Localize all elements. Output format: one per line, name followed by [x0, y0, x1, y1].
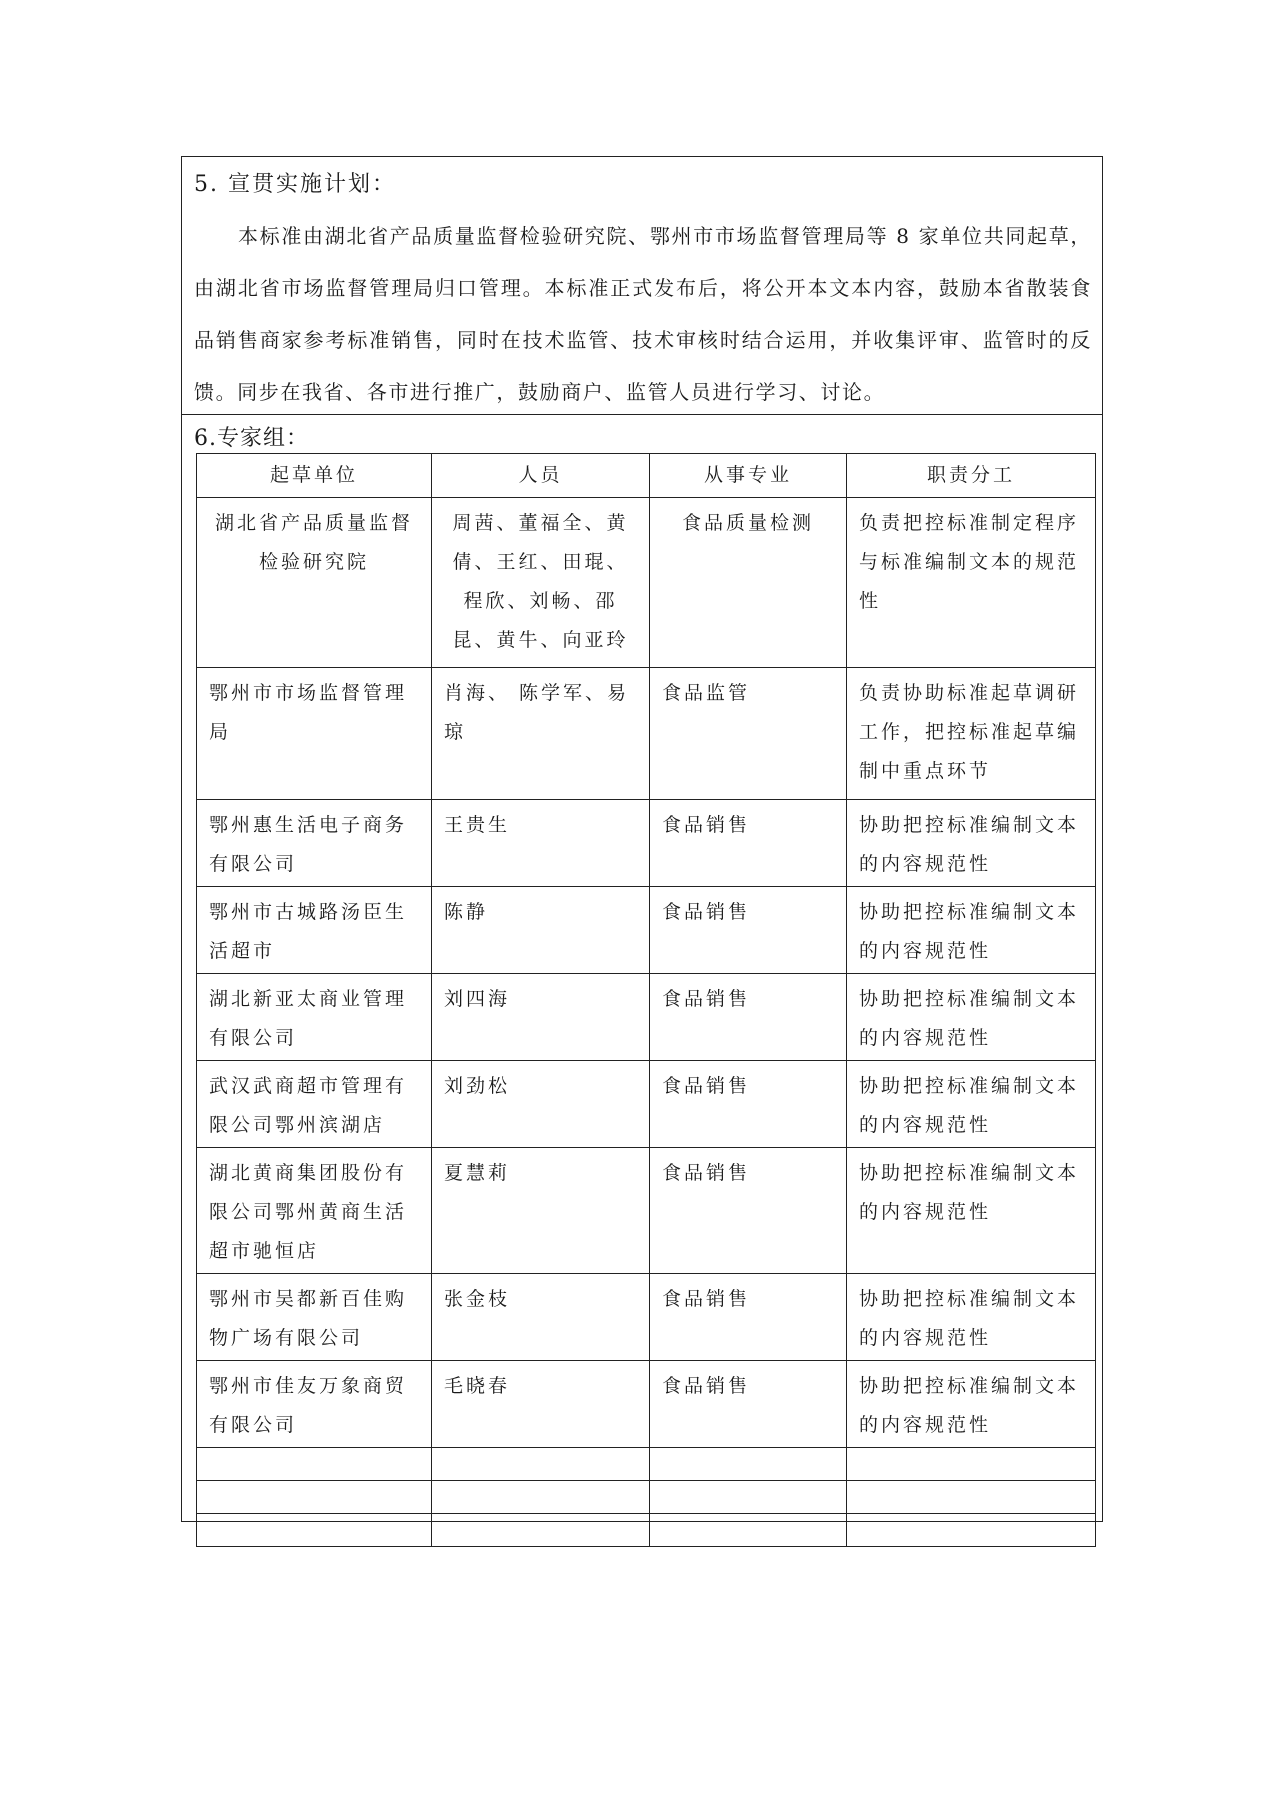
- table-row: [197, 1061, 1096, 1148]
- implementation-plan-title: 5. 宣贯实施计划：: [194, 172, 396, 197]
- cell-people: 刘劲松: [432, 1061, 650, 1148]
- table-row: [197, 800, 1096, 887]
- cell-people: 夏慧莉: [432, 1148, 650, 1274]
- cell-specialty: 食品销售: [650, 887, 847, 974]
- cell-duty: 协助把控标准编制文本的内容规范性: [847, 974, 1096, 1061]
- table-row: [197, 498, 1096, 668]
- table-row: [197, 1361, 1096, 1448]
- cell-duty: 协助把控标准编制文本的内容规范性: [847, 1274, 1096, 1361]
- cell-specialty: 食品销售: [650, 1061, 847, 1148]
- cell-unit: 鄂州市市场监督管理局: [197, 668, 432, 800]
- implementation-plan-body: 本标准由湖北省产品质量监督检验研究院、鄂州市市场监督管理局等 8 家单位共同起草，由湖北省市场监督管理局归口管理。本标准正式发布后，将公开本文本内容，鼓励本省散装食品销售商家参考标准销售，同时在技术监管、技术审核时结合运用，并收集评审、监管时的反馈。同步在我省、各市进行推广，鼓励商户、监管人员进行学习、讨论。: [194, 224, 1092, 404]
- table-header-row: [197, 454, 1096, 498]
- cell-specialty: 食品监管: [650, 668, 847, 800]
- cell-people: 王贵生: [432, 800, 650, 887]
- table-row: [197, 974, 1096, 1061]
- cell-specialty: 食品销售: [650, 1148, 847, 1274]
- implementation-plan-section: [182, 157, 1102, 415]
- cell-duty: 协助把控标准编制文本的内容规范性: [847, 800, 1096, 887]
- table-row: [197, 1274, 1096, 1361]
- cell-duty: 协助把控标准编制文本的内容规范性: [847, 1061, 1096, 1148]
- header-unit: 起草单位: [197, 454, 432, 498]
- cell-duty: 负责协助标准起草调研工作，把控标准起草编制中重点环节: [847, 668, 1096, 800]
- cell-duty: 协助把控标准编制文本的内容规范性: [847, 1148, 1096, 1274]
- cell-unit: 湖北省产品质量监督检验研究院: [197, 498, 432, 668]
- table-row: [197, 668, 1096, 800]
- empty-row: [197, 1481, 1096, 1514]
- cell-people: 刘四海: [432, 974, 650, 1061]
- expert-group-table: [196, 453, 1096, 1547]
- header-people: 人员: [432, 454, 650, 498]
- empty-row: [197, 1448, 1096, 1481]
- cell-specialty: 食品销售: [650, 800, 847, 887]
- empty-row: [197, 1514, 1096, 1547]
- cell-duty: 协助把控标准编制文本的内容规范性: [847, 887, 1096, 974]
- cell-people: 毛晓春: [432, 1361, 650, 1448]
- table-row: [197, 1148, 1096, 1274]
- cell-specialty: 食品销售: [650, 1274, 847, 1361]
- cell-people: 肖海、 陈学军、易琼: [432, 668, 650, 800]
- expert-group-title: 6.专家组：: [194, 426, 309, 451]
- cell-unit: 湖北新亚太商业管理有限公司: [197, 974, 432, 1061]
- cell-people: 陈静: [432, 887, 650, 974]
- cell-unit: 鄂州市古城路汤臣生活超市: [197, 887, 432, 974]
- cell-duty: 协助把控标准编制文本的内容规范性: [847, 1361, 1096, 1448]
- cell-unit: 鄂州惠生活电子商务有限公司: [197, 800, 432, 887]
- cell-unit: 鄂州市吴都新百佳购物广场有限公司: [197, 1274, 432, 1361]
- cell-people: 周茜、董福全、黄倩、王红、田琨、程欣、刘畅、邵昆、黄牛、向亚玲: [432, 498, 650, 668]
- header-specialty: 从事专业: [650, 454, 847, 498]
- cell-people: 张金枝: [432, 1274, 650, 1361]
- cell-unit: 鄂州市佳友万象商贸有限公司: [197, 1361, 432, 1448]
- cell-duty: 负责把控标准制定程序与标准编制文本的规范性: [847, 498, 1096, 668]
- header-duty: 职责分工: [847, 454, 1096, 498]
- table-row: [197, 887, 1096, 974]
- cell-specialty: 食品销售: [650, 1361, 847, 1448]
- form-frame: [181, 156, 1103, 1522]
- cell-specialty: 食品质量检测: [650, 498, 847, 668]
- cell-unit: 武汉武商超市管理有限公司鄂州滨湖店: [197, 1061, 432, 1148]
- cell-unit: 湖北黄商集团股份有限公司鄂州黄商生活超市驰恒店: [197, 1148, 432, 1274]
- cell-specialty: 食品销售: [650, 974, 847, 1061]
